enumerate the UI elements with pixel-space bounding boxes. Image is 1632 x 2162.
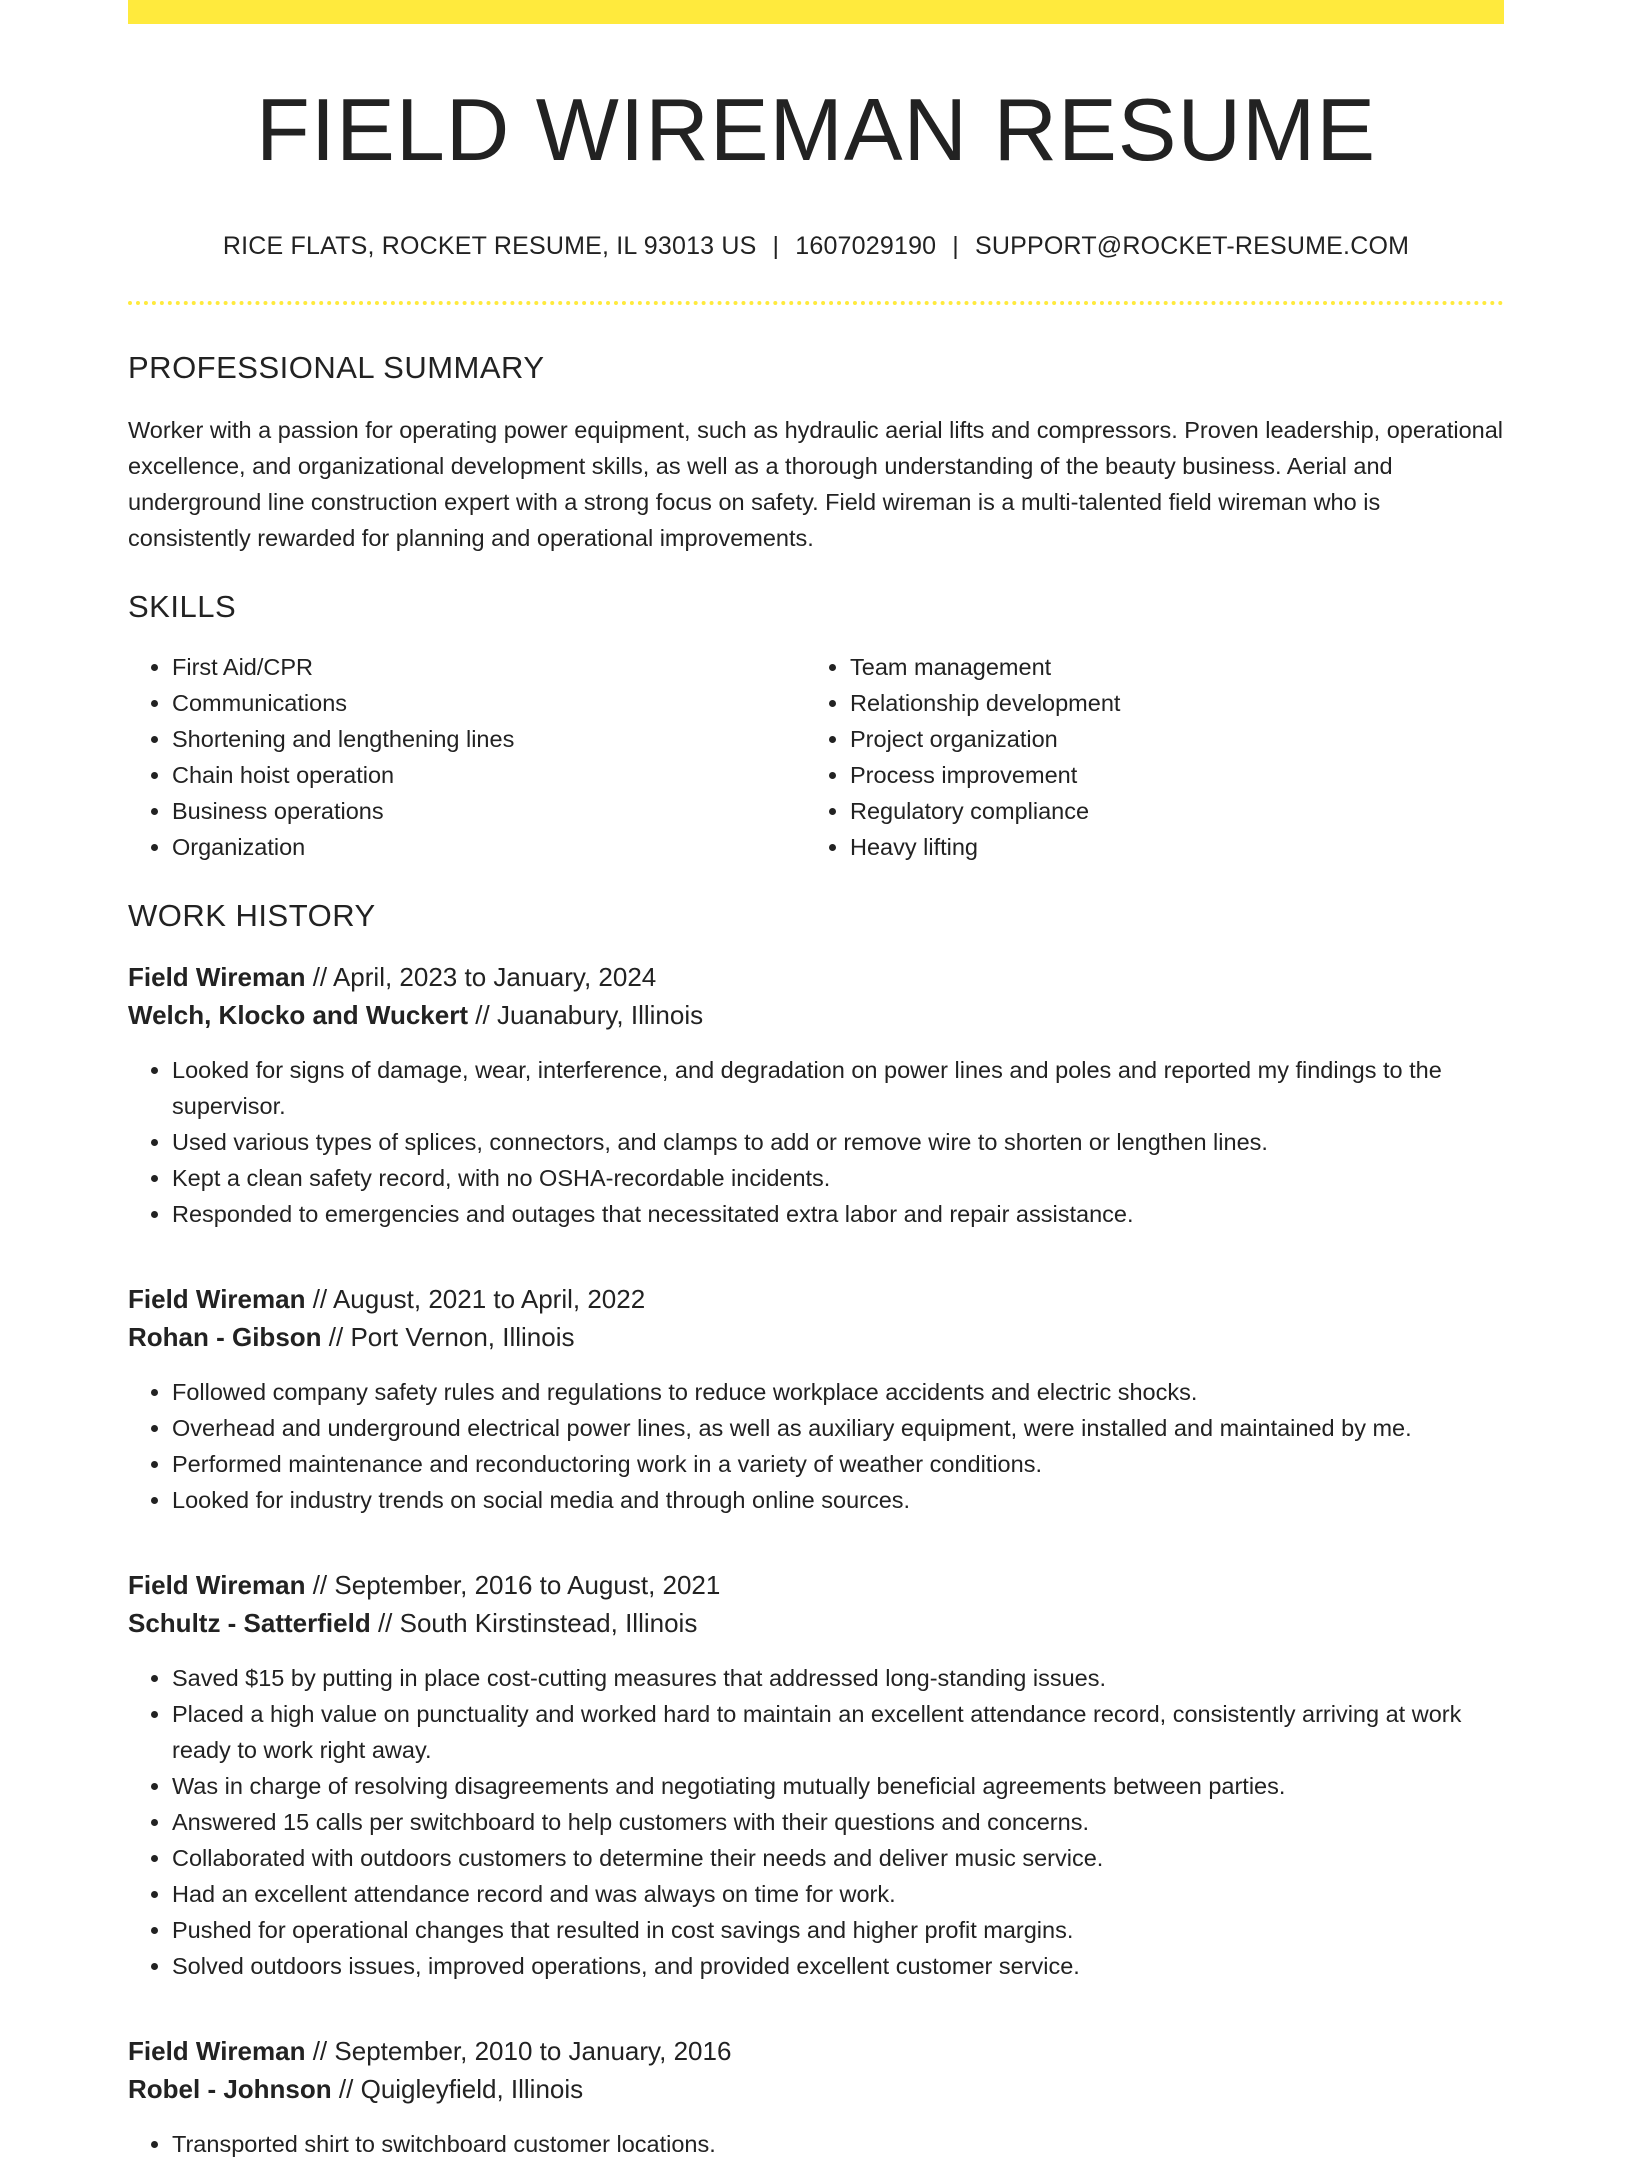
- skills-heading: SKILLS: [128, 588, 237, 624]
- job-bullet: • Had an excellent attendance record and was always on time for work.: [172, 1876, 1504, 1912]
- skill-item: • Relationship development: [850, 685, 1484, 721]
- job-company: Welch, Klocko and Wuckert: [128, 1000, 469, 1031]
- job-bullet: • Followed company safety rules and regulations to reduce workplace accidents and electric shocks.: [172, 1374, 1504, 1410]
- job-bullets: [128, 1374, 1504, 1518]
- job-separator: //: [312, 1570, 328, 1601]
- job-dates: August, 2021 to April, 2022: [332, 1284, 646, 1315]
- job-bullet: • Pushed for operational changes that resulted in cost savings and higher profit margins.: [172, 1912, 1504, 1948]
- job-bullet: • Was in charge of resolving disagreements and negotiating mutually beneficial agreements between parties.: [172, 1768, 1504, 1804]
- summary-heading: PROFESSIONAL SUMMARY: [128, 349, 545, 385]
- skill-item: • First Aid/CPR: [172, 649, 806, 685]
- job-bullet: • Saved $15 by putting in place cost-cutting measures that addressed long-standing issues.: [172, 1660, 1504, 1696]
- resume-page: [128, 0, 1504, 2162]
- job-company: Robel - Johnson: [128, 2074, 332, 2105]
- job-bullets: [128, 1660, 1504, 1984]
- job-bullet: • Placed a high value on punctuality and worked hard to maintain an excellent attendance record, consistently arriving at work ready to work right away.: [172, 1696, 1504, 1768]
- job-title-line: [128, 2032, 1504, 2070]
- job-title-line: [128, 1280, 1504, 1318]
- job-dates: April, 2023 to January, 2024: [332, 962, 657, 993]
- skills-column-right: [806, 649, 1484, 865]
- job-role: Field Wireman: [128, 2036, 306, 2067]
- job-separator: //: [312, 1284, 328, 1315]
- contact-separator: |: [952, 231, 959, 260]
- job-dates: September, 2016 to August, 2021: [334, 1570, 721, 1601]
- job-title-line: [128, 958, 1504, 996]
- job-bullet: • Used various types of splices, connectors, and clamps to add or remove wire to shorten or lengthen lines.: [172, 1124, 1504, 1160]
- job-entry: [128, 958, 1504, 1232]
- skill-item: • Team management: [850, 649, 1484, 685]
- job-bullet: • Performed maintenance and reconductoring work in a variety of weather conditions.: [172, 1446, 1504, 1482]
- job-title-line: [128, 1566, 1504, 1604]
- skills-list: [128, 649, 1504, 865]
- job-company-line: [128, 996, 1504, 1034]
- job-bullets: [128, 2126, 1504, 2162]
- skills-column-left: [128, 649, 806, 865]
- skill-item: • Shortening and lengthening lines: [172, 721, 806, 757]
- job-location: Quigleyfield, Illinois: [360, 2074, 584, 2105]
- job-bullet: • Transported shirt to switchboard customer locations.: [172, 2126, 1504, 2162]
- skill-item: • Business operations: [172, 793, 806, 829]
- job-bullet: • Collaborated with outdoors customers to determine their needs and deliver music service.: [172, 1840, 1504, 1876]
- job-role: Field Wireman: [128, 1284, 306, 1315]
- skill-item: • Regulatory compliance: [850, 793, 1484, 829]
- job-company-line: [128, 2070, 1504, 2108]
- job-dates: September, 2010 to January, 2016: [334, 2036, 732, 2067]
- job-location: Port Vernon, Illinois: [350, 1322, 575, 1353]
- job-location: South Kirstinstead, Illinois: [399, 1608, 698, 1639]
- skill-item: • Organization: [172, 829, 806, 865]
- job-role: Field Wireman: [128, 1570, 306, 1601]
- dotted-divider: [128, 301, 1504, 305]
- job-company-line: [128, 1604, 1504, 1642]
- top-accent-bar: [128, 0, 1504, 24]
- job-bullet: • Overhead and underground electrical power lines, as well as auxiliary equipment, were installed and maintained by me.: [172, 1410, 1504, 1446]
- skill-item: • Communications: [172, 685, 806, 721]
- contact-separator: |: [772, 231, 780, 260]
- job-company: Schultz - Satterfield: [128, 1608, 371, 1639]
- job-bullet: • Responded to emergencies and outages that necessitated extra labor and repair assistance.: [172, 1196, 1504, 1232]
- work-history-heading: WORK HISTORY: [128, 898, 376, 934]
- job-separator: //: [377, 1608, 393, 1639]
- job-bullet: • Looked for industry trends on social media and through online sources.: [172, 1482, 1504, 1518]
- resume-title: FIELD WIREMAN RESUME: [255, 80, 1377, 179]
- job-company-line: [128, 1318, 1504, 1356]
- job-bullet: • Solved outdoors issues, improved operations, and provided excellent customer service.: [172, 1948, 1504, 1984]
- job-entry: [128, 1280, 1504, 1518]
- job-bullets: [128, 1052, 1504, 1232]
- skill-item: • Project organization: [850, 721, 1484, 757]
- job-location: Juanabury, Illinois: [496, 1000, 704, 1031]
- contact-phone: 1607029190: [795, 231, 937, 260]
- job-bullet: • Kept a clean safety record, with no OSHA-recordable incidents.: [172, 1160, 1504, 1196]
- summary-text: Worker with a passion for operating power equipment, such as hydraulic aerial lifts and compressors. Proven leadership, operational excellence, and organizational development skills, as well as a thorough understanding of the beauty business. Aerial and underground line construction expert with a strong focus on safety. Field wireman is a multi-talented field wireman who is consistently rewarded for planning and operational improvements.: [128, 416, 1504, 551]
- job-company: Rohan - Gibson: [128, 1322, 322, 1353]
- job-separator: //: [312, 962, 328, 993]
- job-bullet: • Answered 15 calls per switchboard to help customers with their questions and concerns.: [172, 1804, 1504, 1840]
- skill-item: • Heavy lifting: [850, 829, 1484, 865]
- job-separator: //: [328, 1322, 344, 1353]
- job-bullet: • Looked for signs of damage, wear, interference, and degradation on power lines and poles and reported my findings to the supervisor.: [172, 1052, 1504, 1124]
- job-role: Field Wireman: [128, 962, 306, 993]
- job-separator: //: [475, 1000, 490, 1031]
- job-entry: [128, 2032, 1504, 2162]
- job-separator: //: [338, 2074, 354, 2105]
- job-entry: [128, 1566, 1504, 1984]
- job-separator: //: [312, 2036, 328, 2067]
- skill-item: • Process improvement: [850, 757, 1484, 793]
- contact-line: [128, 231, 1504, 261]
- contact-address: RICE FLATS, ROCKET RESUME, IL 93013 US: [222, 231, 757, 260]
- contact-email: SUPPORT@ROCKET-RESUME.COM: [975, 231, 1410, 260]
- skill-item: • Chain hoist operation: [172, 757, 806, 793]
